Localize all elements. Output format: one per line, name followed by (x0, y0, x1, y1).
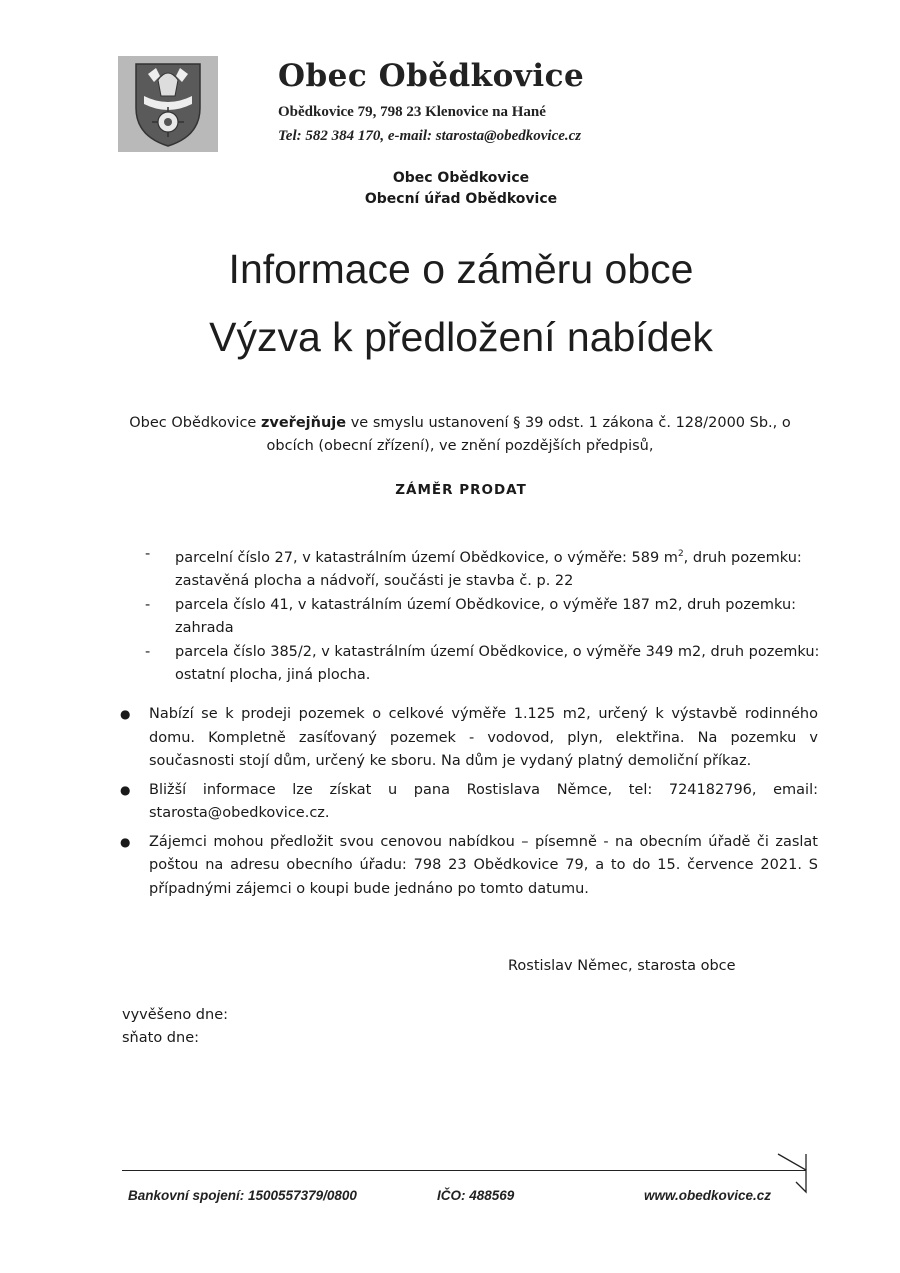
intent-heading: ZÁMĚR PRODAT (395, 482, 527, 498)
footer-corner-mark-icon (776, 1152, 810, 1198)
footer-divider (122, 1170, 806, 1171)
document-title-line-1: Informace o záměru obce (228, 246, 694, 292)
bullet-item (118, 703, 818, 774)
intro-after: ve smyslu ustanovení § 39 odst. 1 zákona č. 128/2000 Sb., o obcích (obecní zřízení), ve znění pozdějších předpisů, (266, 415, 791, 454)
bullet-item (118, 779, 818, 826)
document-title-line-2: Výzva k předložení nabídek (209, 314, 713, 360)
parcel-item (145, 594, 825, 640)
parcel-text-after: , druh pozemku: zastavěná plocha a nádvoří, součásti je stavba č. p. 22 (175, 549, 802, 589)
dash-marker: - (145, 596, 151, 613)
bullet-item (118, 831, 818, 902)
parcel-text: parcela číslo 41, v katastrálním území Obědkovice, o výměře 187 m2, druh pozemku: zahrada (175, 596, 797, 636)
municipality-contact: Tel: 582 384 170, e-mail: starosta@obedkovice.cz (278, 128, 582, 144)
coat-of-arms-icon (118, 56, 218, 152)
info-bullet-list (118, 703, 818, 906)
parcel-item (145, 641, 825, 687)
parcel-text-before: parcelní číslo 27, v katastrálním území Obědkovice, o výměře: 589 m (175, 549, 678, 566)
intro-paragraph (110, 412, 810, 458)
bullet-text: Nabízí se k prodeji pozemek o celkové výměře 1.125 m2, určený k výstavbě rodinného domu. Kompletně zasíťovaný pozemek - vodovod, plyn, elektřina. Na pozemku v současnosti stojí dům, určený ke sboru. Na dům je vydaný platný demoliční příkaz. (149, 706, 818, 769)
parcel-superscript: 2 (677, 549, 684, 559)
bullet-text: Zájemci mohou předložit svou cenovou nabídkou – písemně - na obecním úřadě či zaslat poštou na adresu obecního úřadu: 798 23 Obědkovice 79, a to do 15. července 2021. S případnými zájemci o koupi bude jednáno po tomto datumu. (149, 833, 818, 897)
posted-date-label: vyvěšeno dne: (122, 1007, 229, 1023)
bullet-marker: ● (120, 782, 131, 797)
footer-website: www.obedkovice.cz (644, 1188, 772, 1203)
footer-ico: IČO: 488569 (437, 1188, 515, 1203)
dash-marker: - (145, 643, 151, 660)
municipality-name: Obec Obědkovice (278, 58, 585, 94)
signature-line: Rostislav Němec, starosta obce (508, 958, 736, 974)
bullet-marker: ● (120, 707, 131, 721)
bullet-text: Bližší informace lze získat u pana Rostislava Němce, tel: 724182796, email: starosta@obedkovice.cz. (149, 781, 818, 821)
parcel-item (145, 543, 825, 593)
office-line-1: Obec Obědkovice (392, 170, 530, 186)
intro-before: Obec Obědkovice (129, 415, 261, 431)
bullet-marker: ● (120, 834, 131, 849)
office-line-2: Obecní úřad Obědkovice (364, 191, 558, 207)
municipality-address: Obědkovice 79, 798 23 Klenovice na Hané (278, 104, 546, 120)
removed-date-label: sňato dne: (122, 1030, 199, 1046)
dash-marker: - (145, 546, 151, 562)
parcel-list (145, 543, 825, 688)
footer-bank-details: Bankovní spojení: 1500557379/0800 (128, 1188, 357, 1203)
intro-bold: zveřejňuje (260, 415, 347, 431)
parcel-text: parcela číslo 385/2, v katastrálním území Obědkovice, o výměře 349 m2, druh pozemku: ostatní plocha, jiná plocha. (175, 643, 820, 683)
